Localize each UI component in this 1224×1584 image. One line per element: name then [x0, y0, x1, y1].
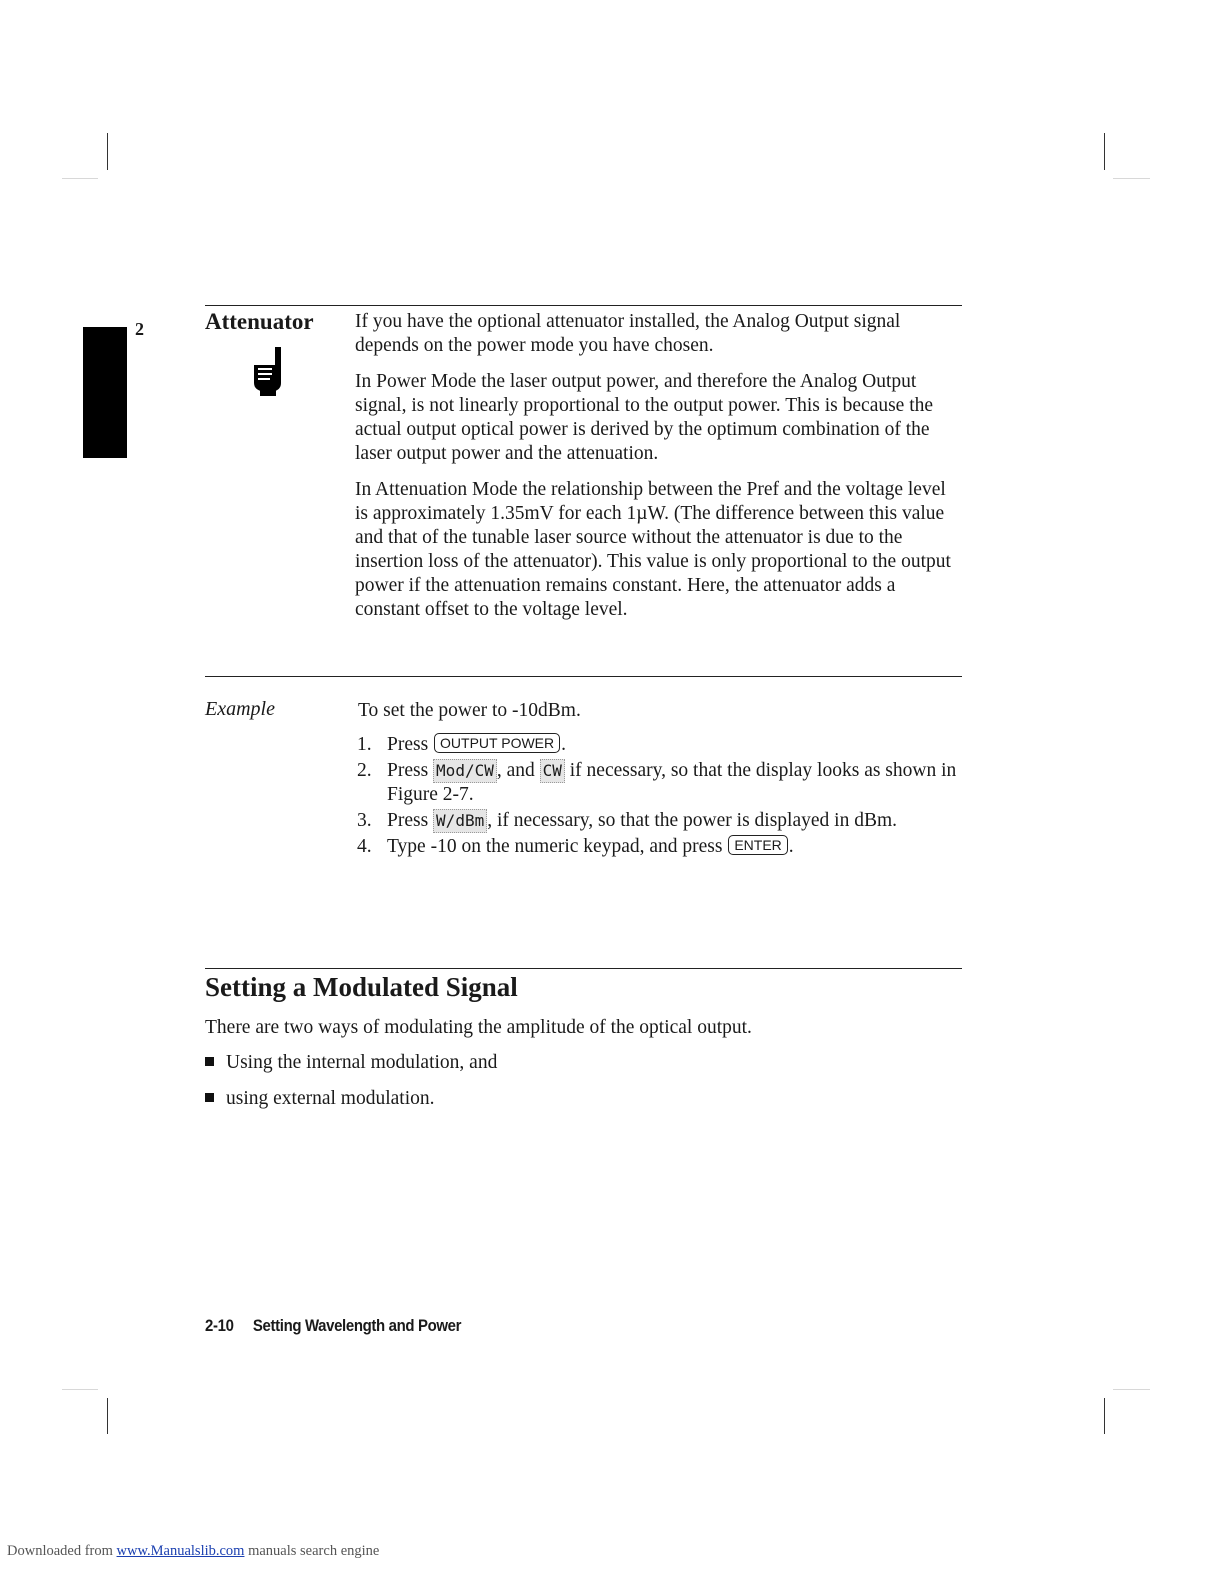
- paragraph: In Power Mode the laser output power, and therefore the Analog Output signal, is not linearly proportional to the output power. This is because the actual output optical power is derived by the optimum combination of the laser output power and the attenuation.: [355, 371, 934, 464]
- output-power-key: OUTPUT POWER: [434, 733, 560, 753]
- enter-key: ENTER: [728, 835, 787, 855]
- pointing-hand-icon: [251, 345, 287, 397]
- modulated-intro: There are two ways of modulating the amplitude of the optical output.: [205, 1017, 752, 1038]
- footer-title: Setting Wavelength and Power: [252, 1316, 462, 1335]
- chapter-number: 2: [135, 319, 144, 339]
- section-bottom-rule: [205, 676, 962, 677]
- crop-mark: [62, 1389, 98, 1390]
- example-steps: [357, 733, 967, 861]
- list-item: 4. Type -10 on the numeric keypad, and press ENTER .: [357, 836, 794, 857]
- manualslib-link[interactable]: www.Manualslib.com: [116, 1543, 245, 1559]
- crop-mark: [1113, 1389, 1150, 1390]
- section-top-rule: [205, 305, 962, 306]
- cw-softkey: CW: [540, 759, 565, 783]
- chapter-tab: [83, 327, 127, 458]
- example-intro: To set the power to -10dBm.: [358, 700, 581, 721]
- page-number: 2-10: [205, 1316, 234, 1335]
- list-item: 1. Press OUTPUT POWER .: [357, 734, 566, 755]
- bullet-icon: [205, 1057, 214, 1066]
- crop-mark: [1104, 133, 1105, 170]
- crop-mark: [107, 133, 108, 170]
- list-item: using external modulation.: [205, 1088, 435, 1110]
- attenuator-body: [355, 310, 962, 634]
- bullet-icon: [205, 1093, 214, 1102]
- page-heading: Setting a Modulated Signal: [205, 972, 518, 1002]
- mod-cw-softkey: Mod/CW: [433, 759, 497, 783]
- w-dbm-softkey: W/dBm: [433, 809, 487, 833]
- example-label: Example: [205, 698, 275, 720]
- list-item: 2. Press Mod/CW , and CW if necessary, so that the display looks as shown in Figure 2-7.: [357, 760, 957, 805]
- crop-mark: [1104, 1398, 1105, 1434]
- crop-mark: [107, 1398, 108, 1434]
- crop-mark: [1113, 178, 1150, 179]
- section-rule: [205, 968, 962, 969]
- list-item: 3. Press W/dBm , if necessary, so that the power is displayed in dBm.: [357, 810, 897, 831]
- download-banner: Downloaded from www.Manualslib.com manuals search engine: [7, 1543, 380, 1559]
- list-item: Using the internal modulation, and: [205, 1052, 497, 1074]
- page-footer: [205, 1316, 461, 1336]
- section-heading-attenuator: Attenuator: [205, 309, 314, 334]
- paragraph: If you have the optional attenuator installed, the Analog Output signal depends on the power mode you have chosen.: [355, 311, 901, 356]
- crop-mark: [62, 178, 98, 179]
- paragraph: In Attenuation Mode the relationship between the Pref and the voltage level is approximately 1.35mV for each 1µW. (The difference between this value and that of the tunable laser source without the attenuator is due to the insertion loss of the attenuator). This value is only proportional to the output power if the attenuation remains constant. Here, the attenuator adds a constant offset to the voltage level.: [355, 479, 951, 620]
